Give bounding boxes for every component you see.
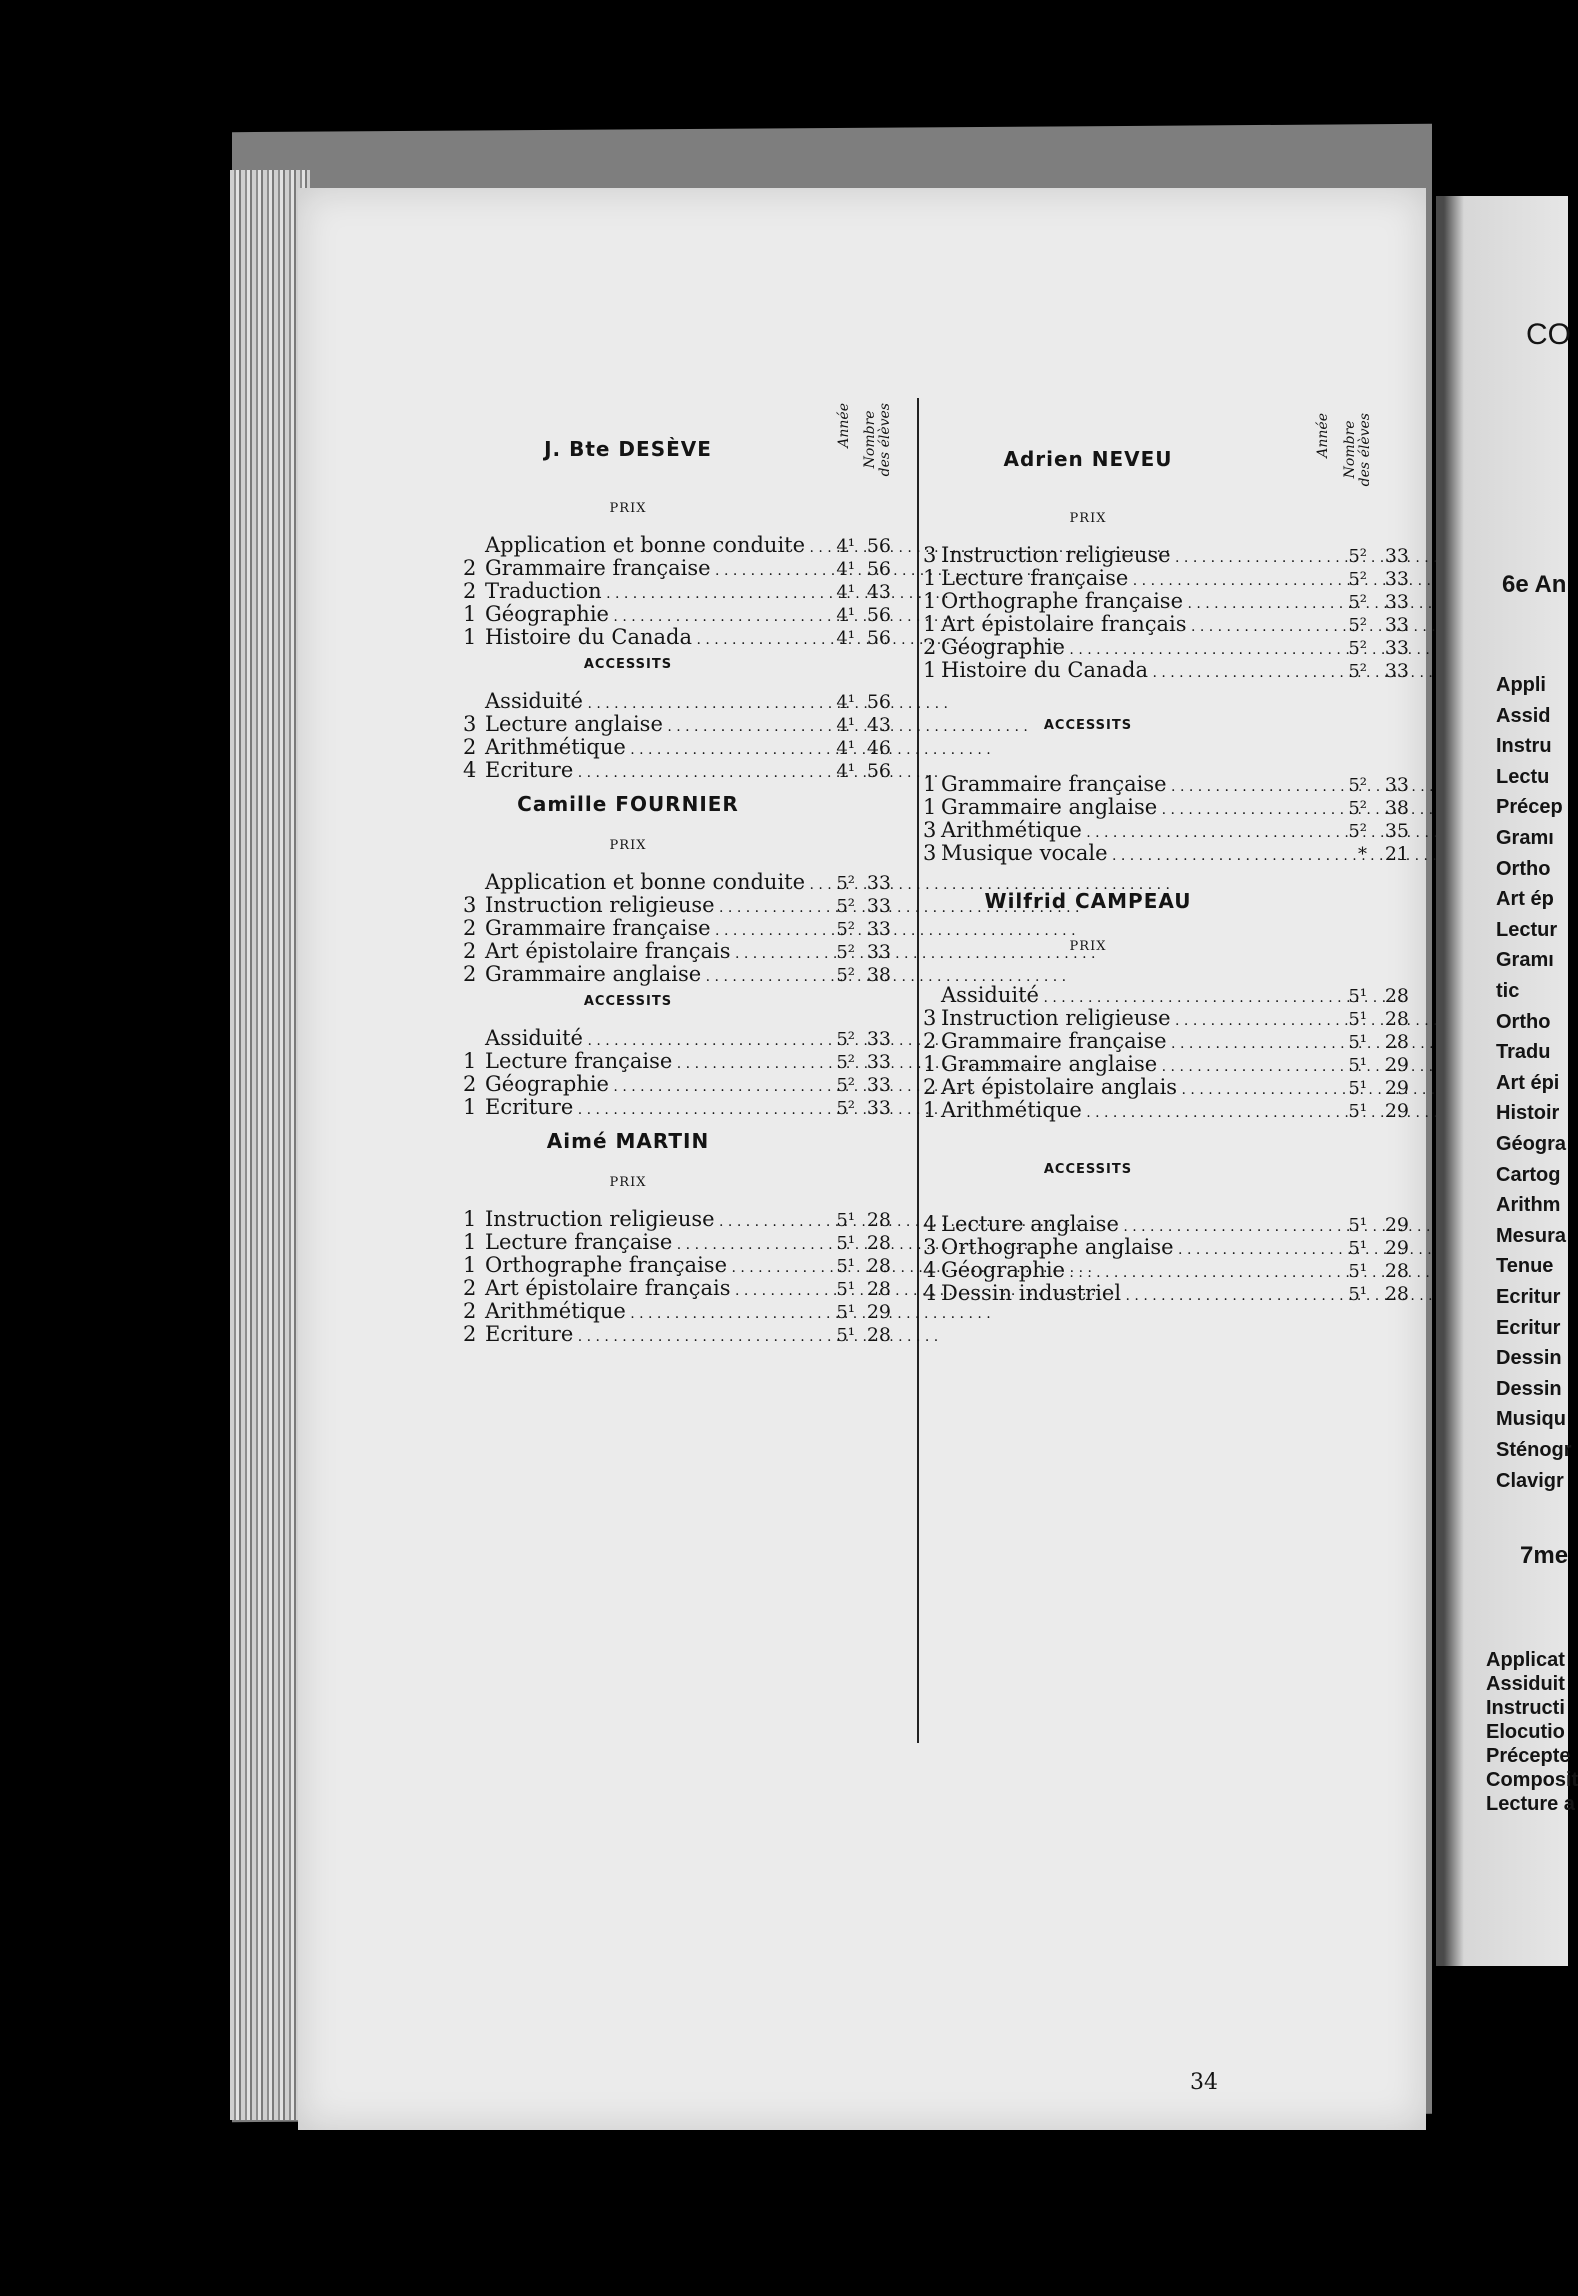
year: 5² [836,1029,855,1050]
count: 33 [866,941,891,963]
year: 5¹ [1348,1238,1367,1259]
prize-row [463,1277,991,1300]
accessits-label: ACCESSITS [1043,1162,1133,1177]
rank: 3 [923,1235,937,1259]
prize-row [463,1323,991,1346]
rank: 1 [463,1049,477,1073]
rank: 4 [463,758,477,782]
subject: Application et bonne conduite . . . [485,534,815,560]
prix-list [463,1208,991,1346]
count: 29 [1384,1214,1409,1236]
subject: Traduction . . . [485,580,815,606]
count: 56 [866,627,891,649]
rank: 4 [923,1281,937,1305]
subject: Art épistolaire français . . . [485,940,815,966]
year: * [1358,844,1367,865]
facing-page-item: Histoir [1496,1102,1560,1125]
subject: Assiduité . . . [485,1027,815,1053]
accessit-row [463,1027,991,1050]
count: 28 [866,1209,891,1231]
count: 33 [866,1074,891,1096]
subject: Ecriture . . . [485,1096,815,1122]
count: 28 [866,1324,891,1346]
rank: 2 [923,1029,937,1053]
subject: Art épistolaire français . . . [485,1277,815,1303]
rank: 4 [923,1258,937,1282]
prix-list [923,984,1443,1122]
prize-row [463,871,991,894]
year: 5² [1348,569,1367,590]
facing-page-item: Cartog [1496,1163,1561,1186]
year: 5¹ [836,1279,855,1300]
subject: Arithmétique . . . [485,1300,815,1326]
facing-page-item: Applicat [1486,1649,1565,1671]
rank: 1 [923,566,937,590]
subject: Arithmétique . . . [941,819,1309,845]
facing-page-item: Géogra [1496,1133,1567,1155]
year: 5² [1348,661,1367,682]
rank: 1 [463,1095,477,1119]
count: 38 [866,964,891,986]
subject: Ecriture . . . [485,1323,815,1349]
rank: 1 [923,1052,937,1076]
prize-row [463,894,991,917]
year: 5² [1348,638,1367,659]
year: 5¹ [836,1325,855,1346]
year: 5² [836,1052,855,1073]
prix-label: PRIX [609,1175,647,1190]
rank: 2 [463,916,477,940]
subject: Orthographe française . . . [485,1254,815,1280]
subject: Grammaire française . . . [485,917,815,943]
prix-label: PRIX [1069,511,1107,526]
subject: Grammaire française . . . [941,773,1309,799]
count: 33 [1384,774,1409,796]
facing-page-item: Arithm [1496,1194,1561,1217]
left-column [463,393,991,1346]
year: 5¹ [836,1256,855,1277]
rank: 2 [463,1276,477,1300]
facing-page-item: Tenue [1496,1255,1554,1278]
facing-page-item: Ecritur [1496,1316,1561,1339]
page-number: 34 [1190,2070,1218,2095]
rank: 2 [463,579,477,603]
facing-page-item: Elocutio [1486,1721,1565,1743]
count: 29 [1384,1237,1409,1259]
subject: Orthographe anglaise . . . [941,1236,1309,1262]
student-name: Adrien NEVEU [1003,447,1173,471]
accessits-label: ACCESSITS [583,994,673,1009]
prix-label: PRIX [609,838,647,853]
prize-row [923,544,1443,567]
count: 29 [1384,1077,1409,1099]
subject: Musique vocale . . . [941,842,1309,868]
accessit-row [923,796,1443,819]
prize-row [463,917,991,940]
accessits-list [923,773,1443,865]
subject: Grammaire anglaise . . . [941,1053,1309,1079]
rank: 2 [463,1322,477,1346]
year: 5¹ [836,1302,855,1323]
rank: 1 [923,795,937,819]
facing-page-item: Lectur [1496,918,1558,941]
facing-page-subheading: 6e An [1502,571,1567,598]
count: 43 [866,581,891,603]
prix-list [923,544,1443,682]
facing-page-item: Assid [1496,704,1551,727]
facing-page-item: Dessin [1496,1347,1562,1370]
rank: 2 [463,1299,477,1323]
year: 5² [836,873,855,894]
prize-row [923,1007,1443,1030]
year: 5² [836,896,855,917]
year: 5¹ [836,1233,855,1254]
count: 33 [1384,637,1409,659]
prize-row [463,1254,991,1277]
subject: Assiduité . . . [941,984,1309,1010]
year: 5¹ [1348,1215,1367,1236]
accessits-list [923,1213,1443,1305]
year: 5¹ [1348,1101,1367,1122]
rank: 1 [923,658,937,682]
rank: 3 [923,818,937,842]
year: 5² [836,942,855,963]
count: 29 [1384,1100,1409,1122]
prix-list [463,534,991,649]
rank: 1 [923,772,937,796]
year: 5² [1348,546,1367,567]
rank: 1 [923,612,937,636]
year: 5² [836,965,855,986]
subject: Dessin industriel . . . [941,1282,1309,1308]
prix-list [463,871,991,986]
subject: Instruction religieuse . . . [941,544,1309,570]
count: 56 [866,760,891,782]
prize-row [463,963,991,986]
subject: Grammaire anglaise . . . [485,963,815,989]
rank: 2 [463,1072,477,1096]
facing-page-item: Ecritur [1496,1286,1561,1308]
subject: Application et bonne conduite . . . [485,871,815,897]
facing-page-item: Tradu [1496,1041,1551,1064]
count: 28 [866,1278,891,1300]
prize-row [463,1208,991,1231]
subject: Histoire du Canada . . . [485,626,815,652]
prix-label: PRIX [609,501,647,516]
accessit-row [923,1259,1443,1282]
subject: Lecture anglaise . . . [485,713,815,739]
count: 29 [1384,1054,1409,1076]
count: 33 [866,1028,891,1050]
facing-page-item: tic [1496,980,1520,1002]
rank: 2 [923,1075,937,1099]
rank: 2 [463,556,477,580]
count: 38 [1384,797,1409,819]
facing-page-item: Précepte [1486,1745,1571,1767]
rank: 2 [463,962,477,986]
accessit-row [923,819,1443,842]
facing-page-item: Ortho [1496,857,1551,880]
prix-label: PRIX [1069,939,1107,954]
year: 5² [836,919,855,940]
count: 33 [1384,591,1409,613]
facing-page-item: Clavigr [1496,1469,1564,1492]
accessit-row [463,1073,991,1096]
accessit-row [923,842,1443,865]
accessit-row [463,759,991,782]
count: 56 [866,691,891,713]
subject: Lecture française . . . [485,1231,815,1257]
count: 33 [866,1097,891,1119]
facing-page-item: Ortho [1496,1010,1551,1033]
prize-row [923,567,1443,590]
facing-page-item: Mesura [1496,1224,1567,1247]
rank: 1 [463,1207,477,1231]
subject: Ecriture . . . [485,759,815,785]
facing-page-item: Gramı [1496,827,1554,849]
subject: Lecture anglaise . . . [941,1213,1309,1239]
accessits-label: ACCESSITS [583,657,673,672]
rank: 1 [923,589,937,613]
year: 5¹ [1348,1032,1367,1053]
count: 29 [866,1301,891,1323]
accessits-list [463,690,991,782]
accessit-row [463,713,991,736]
year-header: Année [836,403,852,448]
rank: 2 [463,939,477,963]
subject: Art épistolaire anglais . . . [941,1076,1309,1102]
student-name: Wilfrid CAMPEAU [984,889,1192,913]
right-column [923,403,1443,1305]
count: 35 [1384,820,1409,842]
count: 33 [1384,614,1409,636]
count: 56 [866,604,891,626]
count: 33 [866,918,891,940]
left-header [463,393,991,493]
facing-page-item: Art épi [1496,1071,1560,1094]
count: 33 [866,872,891,894]
facing-page-item: Lecture a [1486,1793,1575,1815]
count: 28 [1384,1260,1409,1282]
rank: 3 [923,841,937,865]
rank: 1 [463,1230,477,1254]
count: 28 [866,1232,891,1254]
facing-page-item: Appli [1496,674,1546,696]
subject: Art épistolaire français . . . [941,613,1309,639]
year: 4¹ [836,738,855,759]
year: 5¹ [1348,1009,1367,1030]
year: 4¹ [836,761,855,782]
rank: 3 [923,543,937,567]
prize-row [923,1076,1443,1099]
count: 43 [866,714,891,736]
year: 4¹ [836,559,855,580]
subject: Histoire du Canada . . . [941,659,1309,685]
rank: 1 [463,602,477,626]
facing-page-item: Composit [1486,1769,1578,1791]
subject: Grammaire française . . . [485,557,815,583]
year: 4¹ [836,582,855,603]
subject: Géographie . . . [941,636,1309,662]
prize-row [463,534,991,557]
rank: 4 [923,1212,937,1236]
right-header [923,403,1443,503]
year: 5² [836,1075,855,1096]
subject: Orthographe française . . . [941,590,1309,616]
subject: Géographie . . . [485,1073,815,1099]
year: 4¹ [836,628,855,649]
rank: 3 [463,712,477,736]
prize-row [463,580,991,603]
accessit-row [463,736,991,759]
accessit-row [923,1236,1443,1259]
rank: 2 [463,735,477,759]
facing-page-item: Instru [1496,735,1552,758]
facing-page-item: Précep [1496,796,1563,819]
facing-page-item: Musiqu [1496,1408,1566,1431]
year: 4¹ [836,692,855,713]
count: 33 [866,1051,891,1073]
document-page [298,188,1426,2130]
prize-row [923,1099,1443,1122]
accessits-label: ACCESSITS [1043,718,1133,733]
count: 28 [1384,985,1409,1007]
prize-row [923,1053,1443,1076]
prize-row [463,603,991,626]
year: 5² [1348,821,1367,842]
prize-row [923,659,1443,682]
count: 21 [1384,843,1409,865]
accessit-row [463,1050,991,1073]
year: 5² [1348,798,1367,819]
prize-row [923,590,1443,613]
facing-page-item: Assiduit [1486,1673,1565,1695]
accessit-row [923,773,1443,796]
year-header: Année [1315,413,1331,458]
subject: Grammaire anglaise . . . [941,796,1309,822]
subject: Assiduité . . . [485,690,815,716]
count: 33 [1384,568,1409,590]
prize-row [463,940,991,963]
count: 33 [1384,660,1409,682]
subject: Instruction religieuse . . . [941,1007,1309,1033]
count: 28 [1384,1283,1409,1305]
accessits-list [463,1027,991,1119]
facing-page-item: Art ép [1496,888,1554,911]
year: 5¹ [1348,1284,1367,1305]
subject: Géographie . . . [941,1259,1309,1285]
year: 4¹ [836,605,855,626]
facing-page-title: CO [1526,318,1571,351]
year: 4¹ [836,536,855,557]
subject: Lecture française . . . [485,1050,815,1076]
accessit-row [923,1213,1443,1236]
year: 5² [1348,775,1367,796]
subject: Géographie . . . [485,603,815,629]
count: 46 [866,737,891,759]
subject: Lecture française . . . [941,567,1309,593]
count-header: Nombre des élèves [1342,413,1373,487]
facing-page-item: Instructi [1486,1697,1565,1719]
rank: 3 [463,893,477,917]
year: 4¹ [836,715,855,736]
count: 33 [1384,545,1409,567]
subject: Arithmétique . . . [485,736,815,762]
rank: 1 [463,1253,477,1277]
subject: Grammaire française . . . [941,1030,1309,1056]
count: 56 [866,558,891,580]
rank: 2 [923,635,937,659]
prize-row [463,1300,991,1323]
year: 5² [1348,592,1367,613]
prize-row [923,984,1443,1007]
facing-page-item: Gramı [1496,949,1554,972]
count: 28 [1384,1031,1409,1053]
prize-row [923,1030,1443,1053]
year: 5¹ [1348,986,1367,1007]
subject: Instruction religieuse . . . [485,894,815,920]
facing-page-item: Lectu [1496,765,1550,788]
year: 5¹ [836,1210,855,1231]
facing-page-subheading: 7me [1520,1542,1569,1569]
accessit-row [463,690,991,713]
facing-page-item: Dessin [1496,1377,1562,1400]
facing-page-item: Sténogr [1496,1439,1572,1461]
rank: 1 [923,1098,937,1122]
count: 28 [866,1255,891,1277]
count: 56 [866,535,891,557]
year: 5¹ [1348,1261,1367,1282]
student-name: Camille FOURNIER [517,792,739,816]
prize-row [463,1231,991,1254]
facing-page-edge [1436,196,1578,1966]
count: 33 [866,895,891,917]
accessit-row [463,1096,991,1119]
prize-row [923,636,1443,659]
student-name: J. Bte DESÈVE [544,437,712,461]
rank: 3 [923,1006,937,1030]
year: 5² [836,1098,855,1119]
prize-row [463,557,991,580]
prize-row [463,626,991,649]
prize-row [923,613,1443,636]
year: 5² [1348,615,1367,636]
subject: Instruction religieuse . . . [485,1208,815,1234]
year: 5¹ [1348,1078,1367,1099]
student-name: Aimé MARTIN [546,1129,710,1153]
year: 5¹ [1348,1055,1367,1076]
accessit-row [923,1282,1443,1305]
rank: 1 [463,625,477,649]
count: 28 [1384,1008,1409,1030]
subject: Arithmétique . . . [941,1099,1309,1125]
count-header: Nombre des élèves [862,403,893,477]
